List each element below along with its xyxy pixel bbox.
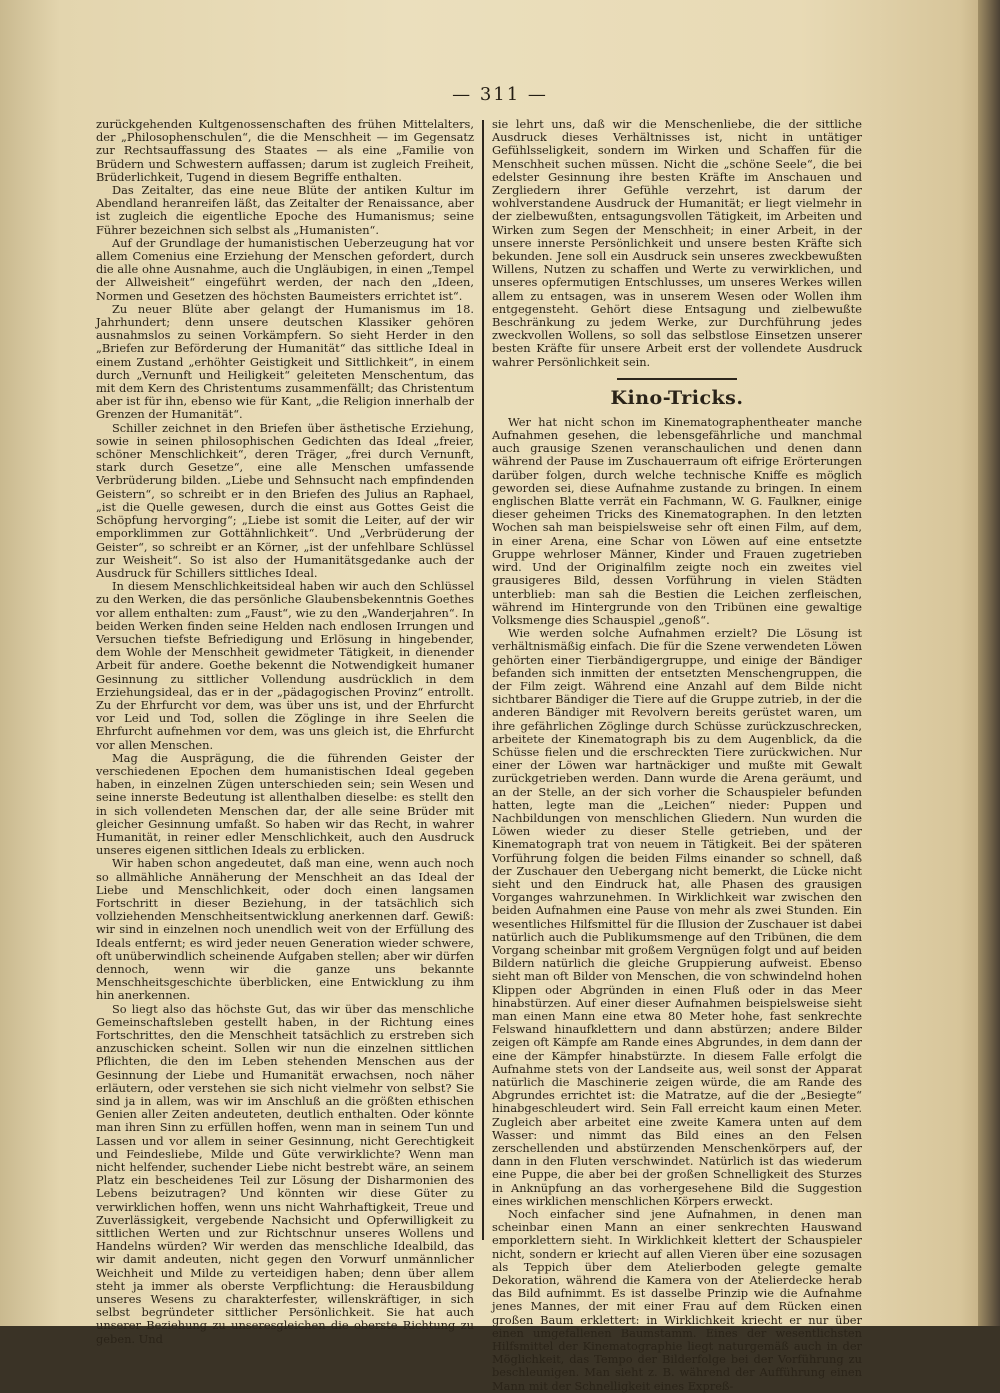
book-spine xyxy=(978,0,1000,1326)
column-divider xyxy=(482,120,484,1240)
paragraph: Das Zeitalter, das eine neue Blüte der antiken Kultur im Abendland heranreifen läßt, das Zeitalter der Renaissance, aber ist zugleich die eigentliche Epoche des Humanismus; seine Führer bezeichnen sich selbst als „Humanisten“. xyxy=(96,183,474,237)
article-heading: Kino-Tricks. xyxy=(610,386,744,409)
page-number: — 311 — xyxy=(452,84,548,105)
paragraph: Wie werden solche Aufnahmen erzielt? Die Lösung ist verhältnismäßig einfach. Die für die Szene verwendeten Löwen gehörten einer Tierbändigergruppe, und einige der Bändiger befanden sich inmitten der entsetzten Menschengruppen, die der Film zeigt. Während eine Anzahl auf dem Bilde nicht sichtbarer Bändiger die Tiere auf die Gruppe zutrieb, in der die anderen Bändiger mit Revolvern bereits gerüstet waren, um ihre gefährlichen Zöglinge durch Schüsse zurückzuschrecken, arbeitete der Kinematograph bis zu dem Augenblick, da die Schüsse fielen und die erschreckten Tiere zurückwichen. Nur einer der Löwen war hartnäckiger und mußte mit Gewalt zurückgetrieben werden. Dann wurde die Arena geräumt, und an der Stelle, an der sich vorher die Schauspieler befunden hatten, legte man die „Leichen“ nieder: Puppen und Nachbildungen von menschlichen Gliedern. Nun wurden die Löwen wieder zu dieser Stelle getrieben, und der Kinematograph trat von neuem in Tätigkeit. Bei der späteren Vorführung folgen die beiden Films einander so schnell, daß der Zuschauer den Uebergang nicht bemerkt, die Lücke nicht sieht und den Eindruck hat, alle Phasen des grausigen Vorganges wahrzunehmen. In Wirklichkeit war zwischen den beiden Aufnahmen eine Pause von mehr als zwei Stunden. Ein wesentliches Hilfsmittel für die Illusion der Zuschauer ist dabei natürlich auch die Publikumsmenge auf den Tribünen, die dem Vorgang scheinbar mit großem Vergnügen folgt und auf beiden Bildern natürlich die gleiche Gruppierung aufweist. Ebenso sieht man oft Bilder von Menschen, die von schwindelnd hohen Klippen oder Abgründen in einen Fluß oder in das Meer hinabstürzen. Auf einer dieser Aufnahmen beispielsweise sieht man einen Mann eine etwa 80 Meter hohe, fast senkrechte Felswand hinaufklettern und dann abstürzen; andere Bilder zeigen oft Kämpfe am Rande eines Abgrundes, in dem dann der eine der Kämpfer hinabstürzte. In diesem Falle erfolgt die Aufnahme stets von der Landseite aus, weil sonst der Apparat natürlich die Maschinerie zeigen würde, die am Rande des Abgrundes errichtet ist: die Matratze, auf die der „Besiegte“ hinabgeschleudert wird. Sein Fall erreicht kaum einen Meter. Zugleich aber arbeitet eine zweite Kamera unten auf dem Wasser: und nimmt das Bild eines an den Felsen zerschellenden und abstürzenden Menschenkörpers auf, der dann in den Fluten verschwindet. Natürlich ist das wiederum eine Puppe, die aber bei der großen Schnelligkeit des Sturzes in Anknüpfung an das vorhergesehene Bild die Suggestion eines wirklichen menschlichen Körpers erweckt. xyxy=(492,626,862,1208)
paragraph: Schiller zeichnet in den Briefen über ästhetische Erziehung, sowie in seinen philosophischen Gedichten das Ideal „freier, schöner Menschlichkeit“, deren Träger, „frei durch Vernunft, stark durch Gesetze“, eine alle Menschen umfassende Verbrüderung bilden. „Liebe und Sehnsucht nach empfindenden Geistern“, so schreibt er in den Briefen des Julius an Raphael, „ist die Quelle gewesen, durch die einst aus Gottes Geist die Schöpfung hervorging“; „Liebe ist somit die Leiter, auf der wir emporklimmen zur Gottähnlichkeit“. Und „Verbrüderung der Geister“, so schreibt er an Körner, „ist der unfehlbare Schlüssel zur Weisheit“. So ist also der Humanitätsgedanke auch der Ausdruck für Schillers sittliches Ideal. xyxy=(96,420,474,580)
paragraph: Noch einfacher sind jene Aufnahmen, in denen man scheinbar einen Mann an einer senkrechten Hauswand emporklettern sieht. In Wirklichkeit klettert der Schauspieler nicht, sondern er kriecht auf allen Vieren über eine sozusagen als Teppich über dem Atelierboden gelegte gemalte Dekoration, während die Kamera von der Atelierdecke herab das Bild aufnimmt. Es ist dasselbe Prinzip wie die Aufnahme jenes Mannes, der mit einer Frau auf dem Rücken einen großen Baum erklettert: in Wirklichkeit kriecht er nur über einen umgefallenen Baumstamm. Eines der wesentlichsten Hilfsmittel der Kinematographie liegt naturgemäß auch in der Möglichkeit, das Tempo der Bilderfolge bei der Vorführung zu beschleunigen. Man sieht z. B. während der Aufführung einen Mann mit der Schnelligkeit eines Expreß- xyxy=(492,1207,862,1393)
paragraph: Wer hat nicht schon im Kinematographentheater manche Aufnahmen gesehen, die lebensgefährliche und manchmal auch grausige Szenen veranschaulichen und denen dann während der Pause im Zuschauerraum oft eifrige Erörterungen darüber folgen, durch welche technische Kniffe es möglich geworden sei, diese Aufnahme zustande zu bringen. In einem englischen Blatte verrät ein Fachmann, W. G. Faulkner, einige dieser geheimen Tricks des Kinematographen. In den letzten Wochen sah man beispielsweise sehr oft einen Film, auf dem, in einer Arena, eine Schar von Löwen auf eine entsetzte Gruppe wehrloser Männer, Kinder und Frauen zugetrieben wird. Und der Originalfilm zeigte noch ein zweites viel grausigeres Bild, dessen Vorführung in vielen Städten unterblieb: man sah die Bestien die Leichen zerfleischen, während im Hintergrunde von den Tribünen eine gewaltige Volksmenge dies Schauspiel „genoß“. xyxy=(492,414,862,627)
paragraph: Wir haben schon angedeutet, daß man eine, wenn auch noch so allmähliche Annäherung der Menschheit an das Ideal der Liebe und Menschlichkeit, oder doch einen langsamen Fortschritt in dieser Beziehung, in der tatsächlich sich vollziehenden Menschheitsentwicklung anerkennen darf. Gewiß: wir sind in einzelnen noch unendlich weit von der Erfüllung des Ideals entfernt; es wird jeder neuen Generation wieder schwere, oft unüberwindlich scheinende Aufgaben stellen; aber wir dürfen dennoch, wenn wir die ganze uns bekannte Menschheitsgeschichte überblicken, eine Entwicklung zu ihm hin anerkennen. xyxy=(96,856,474,1003)
paragraph: Zu neuer Blüte aber gelangt der Humanismus im 18. Jahrhundert; denn unsere deutschen Klassiker gehören ausnahmslos zu seinen Vorkämpfern. So sieht Herder in den „Briefen zur Beförderung der Humanität“ das sittliche Ideal in einem Zustand „erhöhter Geistigkeit und Sittlichkeit“, in einem durch „Vernunft und Heiligkeit“ geleiteten Menschentum, das mit dem Kern des Christentums zusammenfällt; das Christentum aber ist für ihn, ebenso wie für Kant, „die Religion innerhalb der Grenzen der Humanität“. xyxy=(96,301,474,422)
left-column xyxy=(96,117,474,1346)
paragraph: zurückgehenden Kultgenossenschaften des frühen Mittelalters, der „Philosophenschulen“, die die Menschheit — im Gegensatz zur Rechtsauffassung des Staates — als eine „Familie von Brüdern und Schwestern auffassen; darum ist zugleich Freiheit, Brüderlichkeit, Tugend in diesem Begriffe enthalten. xyxy=(96,117,474,184)
paragraph: Mag die Ausprägung, die die führenden Geister der verschiedenen Epochen dem humanistischen Ideal gegeben haben, in einzelnen Zügen unterschieden sein; sein Wesen und seine innerste Bedeutung ist allenthalben dieselbe: es stellt den in sich vollendeten Menschen dar, der alle seine Brüder mit gleicher Gesinnung umfaßt. So haben wir das Recht, in wahrer Humanität, in reiner edler Menschlichkeit, auch den Ausdruck unseres eigenen sittlichen Ideals zu erblicken. xyxy=(96,750,474,858)
paragraph: sie lehrt uns, daß wir die Menschenliebe, die der sittliche Ausdruck dieses Verhältnisses ist, nicht in untätiger Gefühlsseligkeit, sondern im Wirken und Schaffen für die Menschheit suchen müssen. Nicht die „schöne Seele“, die bei edelster Gesinnung ihre besten Kräfte im Anschauen und Zergliedern ihrer Gefühle verzehrt, ist darum der wohlverstandene Ausdruck der Humanität; er liegt vielmehr in der zielbewußten, entsagungsvollen Tätigkeit, im Arbeiten und Wirken zum Segen der Menschheit; in einer Arbeit, in der unsere innerste Persönlichkeit und unsere besten Kräfte sich bekunden. Jene soll ein Ausdruck sein unseres zweckbewußten Willens, Nutzen zu schaffen und Werte zu verwirklichen, und unseres opfermutigen Entschlusses, um unseres Werkes willen allem zu entsagen, was in unserem Wesen oder Wollen ihm entgegensteht. Gehört diese Entsagung und zielbewußte Beschränkung zu jedem Werke, zur Durchführung jedes zweckvollen Wollens, so soll das selbstlose Einsetzen unserer besten Kräfte für unsere Arbeit erst der vollendete Ausdruck wahrer Persönlichkeit sein. xyxy=(492,117,862,369)
section-rule xyxy=(617,378,737,380)
paragraph: So liegt also das höchste Gut, das wir über das menschliche Gemeinschaftsleben gestellt haben, in der Richtung eines Fortschrittes, den die Menschheit tatsächlich zu erstreben sich anzuschicken scheint. Sollen wir nun die einzelnen sittlichen Pflichten, die den im Leben stehenden Menschen aus der Gesinnung der Liebe und Humanität erwachsen, noch näher erläutern, oder verstehen sie sich nicht vielmehr von selbst? Sie sind ja in allem, was wir im Anschluß an die größten ethischen Genien aller Zeiten andeuteten, deutlich enthalten. Oder könnte man ihren Sinn zu erfüllen hoffen, wenn man in seinem Tun und Lassen und vor allem in seiner Gesinnung, nicht Gerechtigkeit und Feindesliebe, Milde und Güte verwirklichte? Wenn man nicht helfender, suchender Liebe nicht bestrebt wäre, an seinem Platz ein bescheidenes Teil zur Lösung der Disharmonien des Lebens beizutragen? Und könnten wir diese Güter zu verwirklichen hoffen, wenn uns nicht Wahrhaftigkeit, Treue und Zuverlässigkeit, vergebende Nachsicht und Opferwilligkeit zu sittlichen Werten und zur Richtschnur unseres Wollens und Handelns würden? Wir werden das menschliche Idealbild, das wir damit andeuten, nicht gegen den Vorwurf unmännlicher Weichheit und Milde zu verteidigen haben; denn über allem steht ja immer als oberste Verpflichtung: die Herausbildung unseres Wesens zu charakterfester, willenskräftiger, in sich selbst begründeter sittlicher Persönlichkeit. Sie hat auch unserer Beziehung zu unseresgleichen die oberste Richtung zu geben. Und xyxy=(96,1001,474,1346)
paragraph: Auf der Grundlage der humanistischen Ueberzeugung hat vor allem Comenius eine Erziehung der Menschen gefordert, durch die alle ohne Ausnahme, auch die Ungläubigen, in einen „Tempel der Allweisheit“ eingeführt werden, der nach den „Ideen, Normen und Gesetzen des höchsten Baumeisters errichtet ist“. xyxy=(96,235,474,303)
right-column xyxy=(492,117,862,1393)
paragraph: In diesem Menschlichkeitsideal haben wir auch den Schlüssel zu den Werken, die das persönliche Glaubensbekenntnis Goethes vor allem enthalten: zum „Faust“, wie zu den „Wanderjahren“. In beiden Werken finden seine Helden nach endlosen Irrungen und Versuchen tiefste Befriedigung und Erlösung in hingebender, dem Wohle der Menschheit gewidmeter Tätigkeit, in dienender Arbeit für andere. Goethe bekennt die Notwendigkeit humaner Gesinnung zu sittlicher Vollendung ausdrücklich in dem Erziehungsideal, das er in der „pädagogischen Provinz“ entrollt. Zu der Ehrfurcht vor dem, was über uns ist, und der Ehrfurcht vor Leid und Tod, sollen die Zöglinge in ihre Seelen die Ehrfurcht aufnehmen vor dem, was uns gleich ist, die Ehrfurcht vor allen Menschen. xyxy=(96,579,474,752)
